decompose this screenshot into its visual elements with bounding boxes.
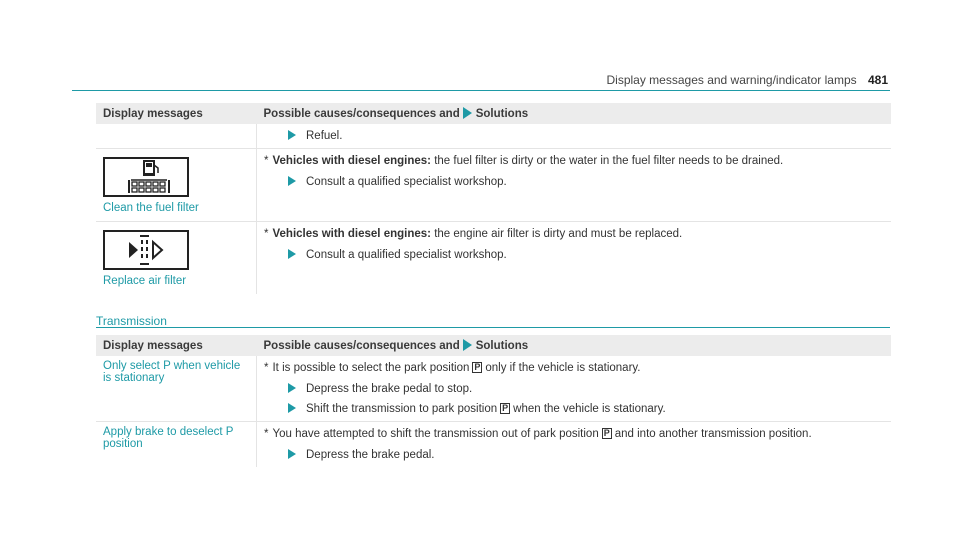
- park-position-icon: P: [474, 362, 481, 372]
- page-number: 481: [867, 73, 888, 87]
- step-arrow-icon: [288, 249, 296, 259]
- step-text: Depress the brake pedal.: [306, 449, 435, 461]
- solution-step: [286, 401, 884, 417]
- step-arrow-icon: [288, 130, 296, 140]
- asterisk: *: [264, 362, 269, 374]
- table-cell: [96, 356, 257, 422]
- table-cell: [257, 356, 892, 422]
- table-cell: [96, 222, 257, 295]
- col-causes-solutions: [257, 335, 892, 356]
- park-position-icon: P: [502, 403, 509, 413]
- asterisk: *: [264, 428, 269, 440]
- display-messages-table-engine: [96, 103, 891, 294]
- table-row: [96, 356, 891, 422]
- step-text: Consult a qualified specialist workshop.: [306, 249, 507, 261]
- table-cell: [257, 422, 892, 468]
- col-display-messages: Display messages: [96, 103, 257, 124]
- message-label: Apply brake to deselect P position: [103, 426, 234, 450]
- table-header-row: [96, 335, 891, 356]
- solution-step: [286, 174, 884, 190]
- solution-arrow-icon: [463, 107, 472, 119]
- message-label: Replace air filter: [103, 275, 187, 287]
- solution-step: [286, 247, 884, 263]
- message-label: Clean the fuel filter: [103, 202, 199, 214]
- table-row: [96, 422, 891, 468]
- table-cell: [96, 422, 257, 468]
- step-arrow-icon: [288, 176, 296, 186]
- col-causes-label: Possible causes/consequences and: [263, 340, 460, 352]
- cause-body-end: and into another transmission position.: [614, 428, 812, 440]
- col-causes-solutions: [257, 103, 892, 124]
- solution-step: [286, 381, 884, 397]
- step-text: Shift the transmission to park position: [306, 403, 498, 415]
- cause-body: the engine air filter is dirty and must be replaced.: [434, 228, 683, 240]
- air-filter-icon: [103, 230, 189, 270]
- message-label: Only select P when vehicle is stationary: [103, 360, 241, 384]
- table-row: [96, 149, 891, 222]
- step-arrow-icon: [288, 383, 296, 393]
- col-solutions-label: Solutions: [475, 108, 529, 120]
- asterisk: *: [264, 228, 269, 240]
- table-cell: [257, 222, 892, 295]
- table-header-row: [96, 103, 891, 124]
- asterisk: *: [264, 155, 269, 167]
- fuel-filter-icon: [103, 157, 189, 197]
- table-row: [96, 124, 891, 149]
- cause-text: [264, 360, 884, 377]
- table-cell: [96, 124, 257, 149]
- cause-body-end: only if the vehicle is stationary.: [485, 362, 641, 374]
- cause-body: the fuel filter is dirty or the water in the fuel filter needs to be drained.: [434, 155, 784, 167]
- col-causes-label: Possible causes/consequences and: [263, 108, 460, 120]
- table-row: [96, 222, 891, 295]
- cause-body: It is possible to select the park position: [272, 362, 470, 374]
- solution-step: [286, 128, 884, 144]
- lead-text: Vehicles with diesel engines:: [272, 155, 431, 167]
- header-rule: [72, 90, 890, 91]
- step-arrow-icon: [288, 403, 296, 413]
- step-text: Consult a qualified specialist workshop.: [306, 176, 507, 188]
- col-solutions-label: Solutions: [475, 340, 529, 352]
- col-display-messages: Display messages: [96, 335, 257, 356]
- solution-step: [286, 447, 884, 463]
- park-position-icon: P: [603, 428, 610, 438]
- cause-text: [264, 226, 884, 243]
- page-header-title: Display messages and warning/indicator lamps: [606, 73, 857, 87]
- cause-text: [264, 153, 884, 170]
- solution-arrow-icon: [463, 339, 472, 351]
- table-cell: [257, 124, 892, 149]
- cause-text: [264, 426, 884, 443]
- step-arrow-icon: [288, 449, 296, 459]
- step-text: Depress the brake pedal to stop.: [306, 383, 473, 395]
- display-messages-table-transmission: [96, 335, 891, 467]
- step-text-end: when the vehicle is stationary.: [513, 403, 666, 415]
- table-cell: [257, 149, 892, 222]
- cause-body: You have attempted to shift the transmission out of park position: [272, 428, 599, 440]
- section-title: Transmission: [96, 314, 167, 328]
- step-text: Refuel.: [306, 130, 343, 142]
- table-cell: [96, 149, 257, 222]
- lead-text: Vehicles with diesel engines:: [272, 228, 431, 240]
- section-rule: [96, 327, 890, 328]
- page-header: [607, 73, 889, 87]
